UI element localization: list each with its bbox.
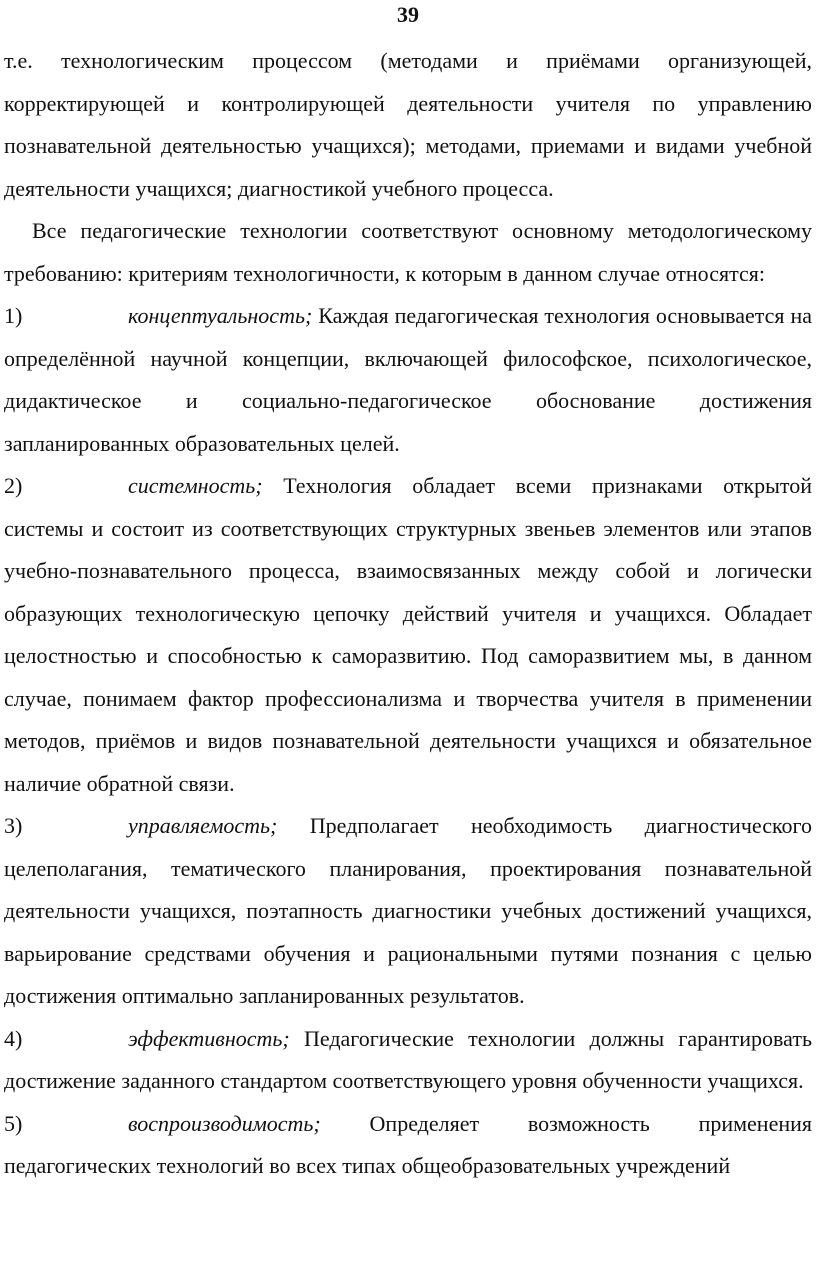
- page-number: 39: [397, 2, 419, 27]
- criterion-term: управляемость;: [128, 813, 278, 838]
- criterion-item-efficiency: [4, 1018, 812, 1103]
- criterion-number: 1): [4, 303, 23, 328]
- criterion-term: системность;: [128, 473, 263, 498]
- criterion-text: Определяет возможность применения педагогических технологий во всех типах общеобразовательных учреждений: [4, 1110, 813, 1178]
- criterion-text: Каждая педагогическая технология основывается на определённой научной концепции, включающей философское, психологическое, дидактическое и социально-педагогическое обоснование достижения запланированных образовательных целей.: [4, 303, 812, 456]
- criterion-text: Педагогические технологии должны гарантировать достижение заданного стандартом соответствующего уровня обученности учащихся.: [4, 1025, 813, 1093]
- criterion-item-manageability: [4, 805, 812, 1018]
- criterion-item-systemicity: [4, 465, 812, 805]
- criterion-text: Предполагает необходимость диагностического целеполагания, тематического планирования, проектирования познавательной деятельности учащихся, поэтапность диагностики учебных достижений учащихся, варьирование средствами обучения и рациональными путями познания с целью достижения оптимально запланированных результатов.: [4, 813, 813, 1008]
- criterion-number: 5): [4, 1110, 23, 1136]
- criterion-item-conceptuality: [4, 295, 812, 465]
- criterion-term: воспроизводимость;: [128, 1110, 321, 1136]
- criterion-number: 4): [4, 1025, 23, 1051]
- criterion-item-reproducibility: [4, 1103, 812, 1188]
- paragraph-intro: т.е. технологическим процессом (методами и приёмами организующей, корректирующей и контролирующей деятельности учителя по управлению познавательной деятельностью учащихся); методами, приемами и видами учебной деятельности учащихся; диагностикой учебного процесса.: [4, 48, 812, 201]
- criterion-number: 2): [4, 473, 23, 498]
- criterion-text: Технология обладает всеми признаками открытой системы и состоит из соответствующих структурных звеньев элементов или этапов учебно-познавательного процесса, взаимосвязанных между собой и логически образующих технологическую цепочку действий учителя и учащихся. Обладает целостностью и способностью к саморазвитию. Под саморазвитием мы, в данном случае, понимаем фактор профессионализма и творчества учителя в применении методов, приёмов и видов познавательной деятельности учащихся и обязательное наличие обратной связи.: [4, 473, 813, 796]
- paragraph-criteria-lead: Все педагогические технологии соответствуют основному методологическому требованию: критериям технологичности, к которым в данном случае относятся:: [4, 218, 812, 286]
- criterion-term: концептуальность;: [128, 303, 313, 328]
- criterion-term: эффективность;: [128, 1025, 290, 1051]
- body-text: [4, 40, 812, 1188]
- criterion-number: 3): [4, 813, 23, 838]
